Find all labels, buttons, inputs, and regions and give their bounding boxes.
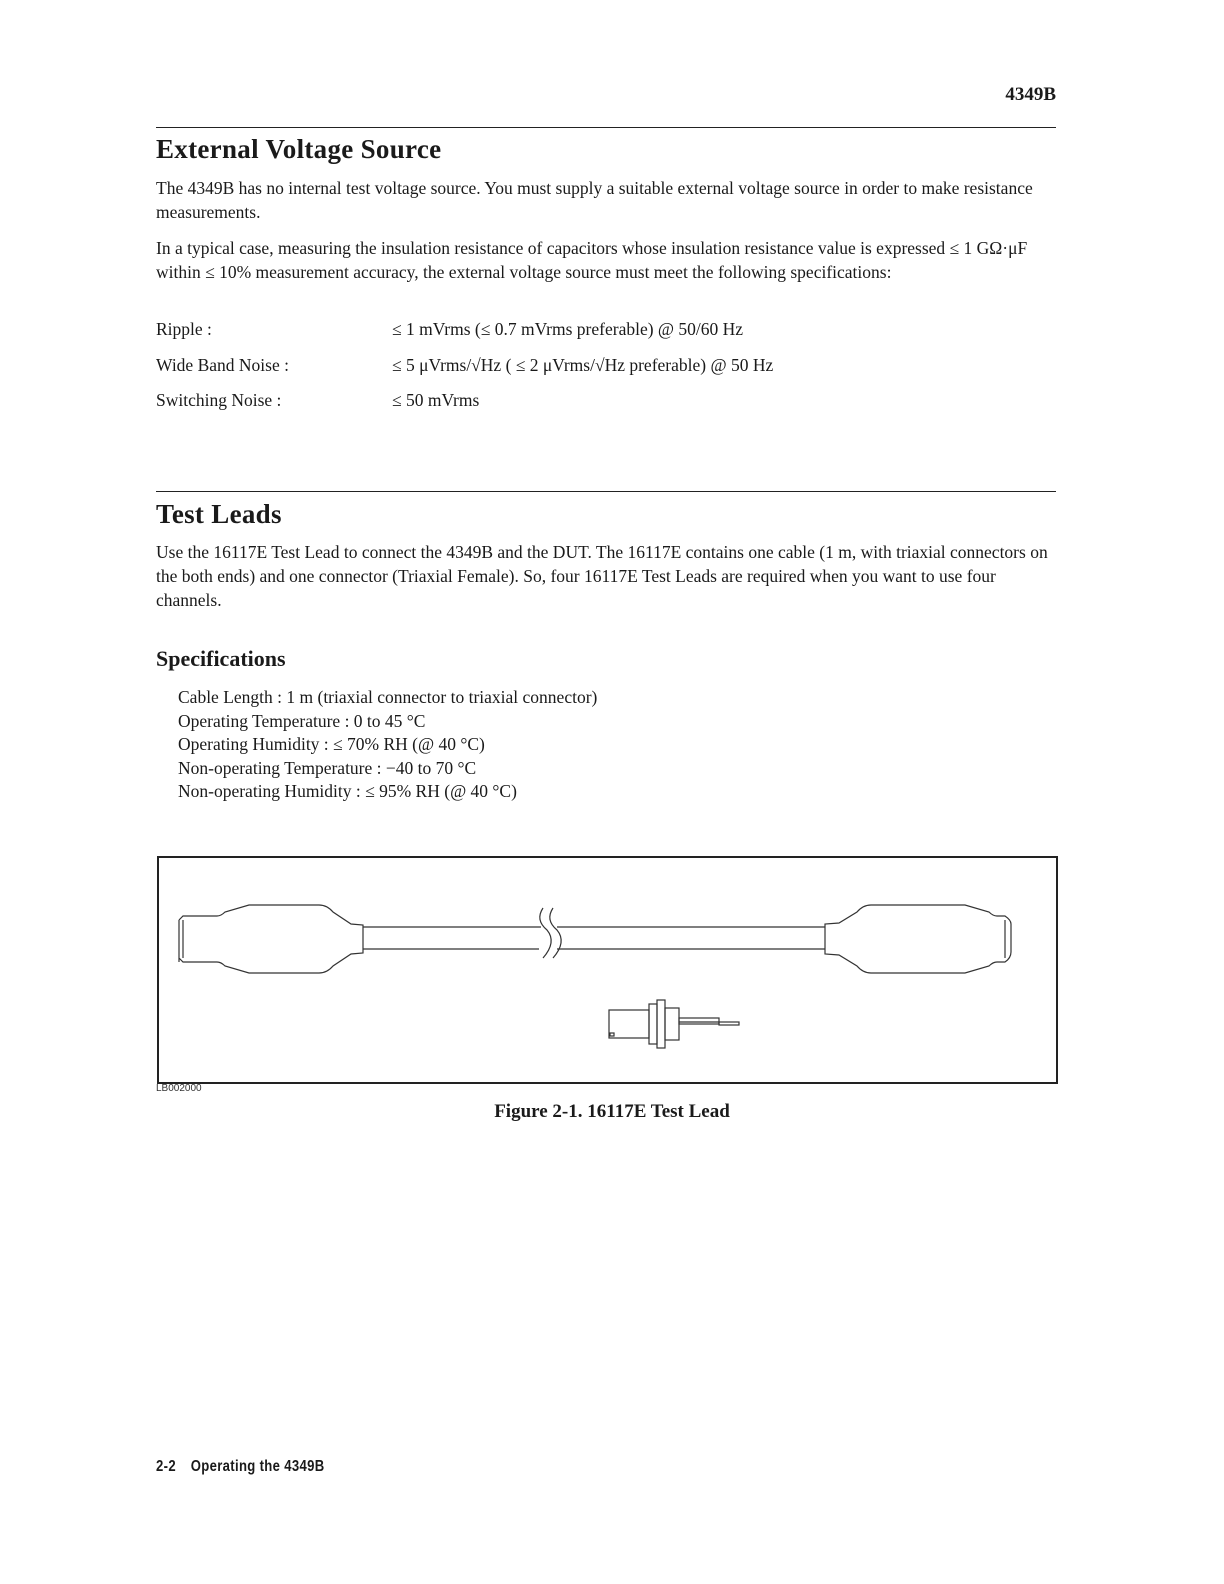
list-item: Non-operating Temperature : −40 to 70 °C — [178, 757, 477, 778]
triaxial-female-connector — [609, 1000, 739, 1048]
spec-label: Switching Noise : — [156, 390, 282, 410]
footer-page-number: 2-2 — [156, 1458, 176, 1475]
list-item: Non-operating Humidity : ≤ 95% RH (@ 40 °C) — [178, 781, 517, 801]
section-title-external-voltage-source: External Voltage Source — [156, 134, 442, 164]
spec-value: ≤ 5 μVrms/√Hz ( ≤ 2 μVrms/√Hz preferable) @ 50 Hz — [392, 355, 774, 375]
list-item: Operating Humidity : ≤ 70% RH (@ 40 °C) — [178, 734, 485, 754]
spec-value: ≤ 1 mVrms (≤ 0.7 mVrms preferable) @ 50/60 Hz — [392, 319, 744, 339]
test-lead-spec-list — [178, 686, 597, 804]
figure-code: LB002000 — [156, 1083, 202, 1094]
cable-break-mark — [540, 908, 561, 958]
cable-left-segment — [363, 927, 541, 949]
section-title-test-leads: Test Leads — [156, 499, 282, 529]
left-triaxial-connector — [179, 905, 363, 973]
paragraph-voltage-source-requirements: In a typical case, measuring the insulation resistance of capacitors whose insulation resistance value is expressed ≤ 1 GΩ·μF within ≤ 10% measurement accuracy, the external voltage source must meet the following specifications: — [156, 238, 1028, 282]
figure-test-lead — [157, 856, 1058, 1084]
list-item: Operating Temperature : 0 to 45 °C — [178, 710, 426, 731]
header-model-number: 4349B — [1005, 84, 1056, 105]
figure-caption: Figure 2-1. 16117E Test Lead — [494, 1101, 730, 1122]
test-lead-illustration — [159, 858, 1056, 1082]
subsection-title-specifications: Specifications — [156, 646, 286, 671]
paragraph-voltage-source-intro: The 4349B has no internal test voltage source. You must supply a suitable external voltage source in order to make resistance measurements. — [156, 178, 1033, 222]
footer-chapter-title: Operating the 4349B — [190, 1458, 325, 1475]
spec-label: Wide Band Noise : — [156, 355, 289, 375]
list-item: Cable Length : 1 m (triaxial connector to triaxial connector) — [178, 687, 598, 707]
page-footer — [156, 1458, 325, 1476]
cable-right-segment — [557, 927, 825, 949]
spec-label: Ripple : — [156, 319, 212, 339]
paragraph-test-leads-description: Use the 16117E Test Lead to connect the 4349B and the DUT. The 16117E contains one cable (1 m, with triaxial connectors on the both ends) and one connector (Triaxial Female). So, four 16117E Test Leads are required when you want to use four channels. — [156, 542, 1048, 610]
spec-value: ≤ 50 mVrms — [392, 390, 480, 410]
section-divider — [156, 127, 1056, 128]
right-triaxial-connector — [825, 905, 1011, 973]
section-divider — [156, 491, 1056, 492]
